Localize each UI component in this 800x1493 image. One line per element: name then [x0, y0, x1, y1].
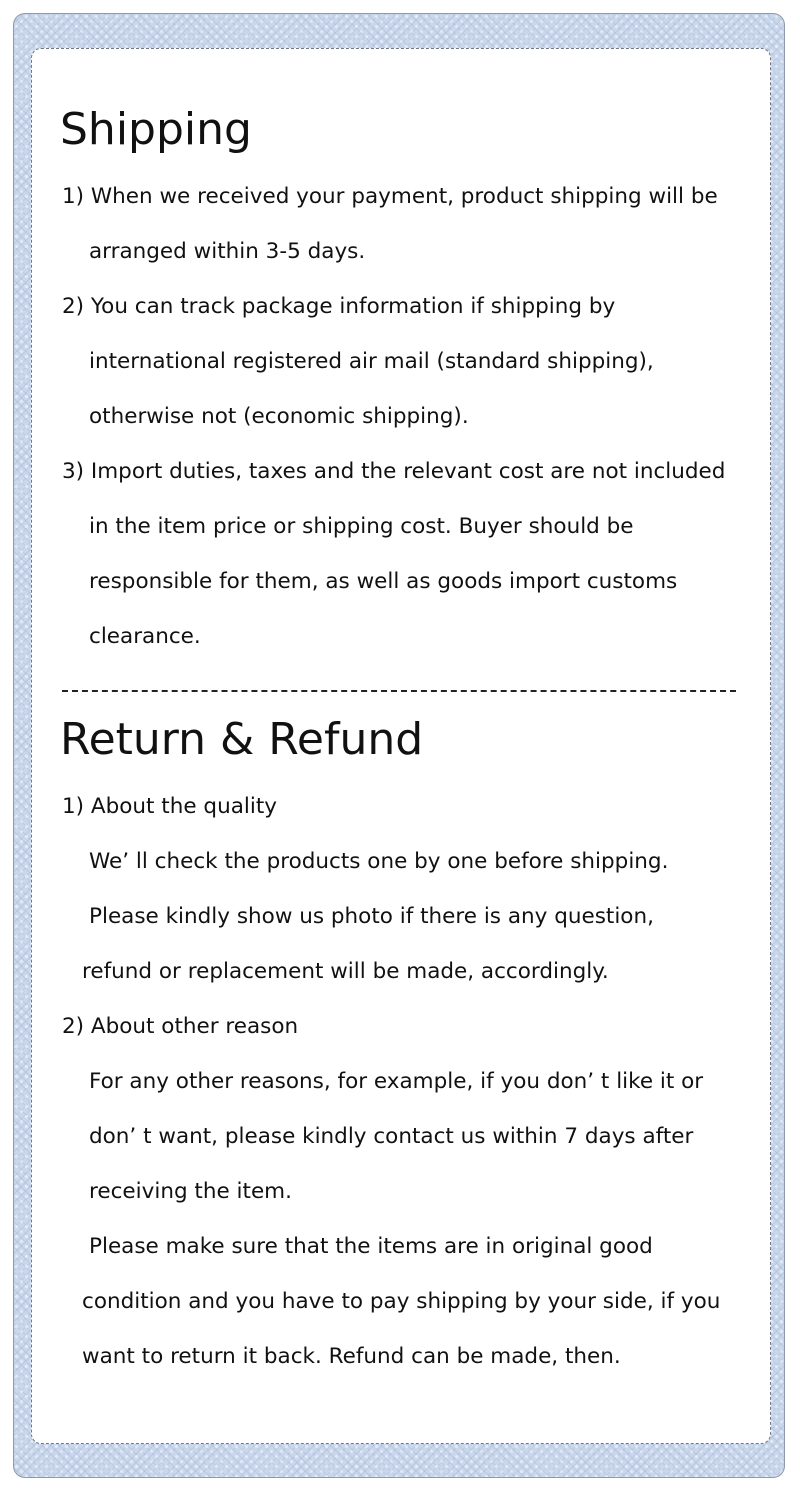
- refund-line: Please kindly show us photo if there is any question,: [89, 904, 654, 929]
- refund-line: For any other reasons, for example, if you don’ t like it or: [89, 1069, 704, 1094]
- shipping-heading: Shipping: [60, 104, 252, 155]
- refund-line: want to return it back. Refund can be made, then.: [82, 1344, 621, 1369]
- shipping-line: 1) When we received your payment, product shipping will be: [62, 184, 718, 209]
- shipping-line: 2) You can track package information if shipping by: [62, 294, 616, 319]
- refund-line: 1) About the quality: [62, 794, 277, 819]
- refund-line: don’ t want, please kindly contact us within 7 days after: [89, 1124, 694, 1149]
- refund-line: receiving the item.: [89, 1179, 292, 1204]
- shipping-line: in the item price or shipping cost. Buyer should be: [89, 514, 634, 539]
- shipping-line: international registered air mail (standard shipping),: [89, 349, 654, 374]
- shipping-line: clearance.: [89, 624, 201, 649]
- refund-heading: Return & Refund: [60, 714, 424, 765]
- shipping-line: responsible for them, as well as goods import customs: [89, 569, 678, 594]
- refund-line: refund or replacement will be made, accordingly.: [82, 959, 609, 984]
- refund-line: We’ ll check the products one by one before shipping.: [89, 849, 669, 874]
- shipping-line: otherwise not (economic shipping).: [89, 404, 469, 429]
- section-divider: [62, 690, 736, 692]
- refund-line: Please make sure that the items are in original good: [89, 1234, 653, 1259]
- shipping-line: 3) Import duties, taxes and the relevant cost are not included: [62, 459, 726, 484]
- refund-line: 2) About other reason: [62, 1014, 299, 1039]
- shipping-line: arranged within 3-5 days.: [89, 239, 366, 264]
- refund-line: condition and you have to pay shipping by your side, if you: [82, 1289, 721, 1314]
